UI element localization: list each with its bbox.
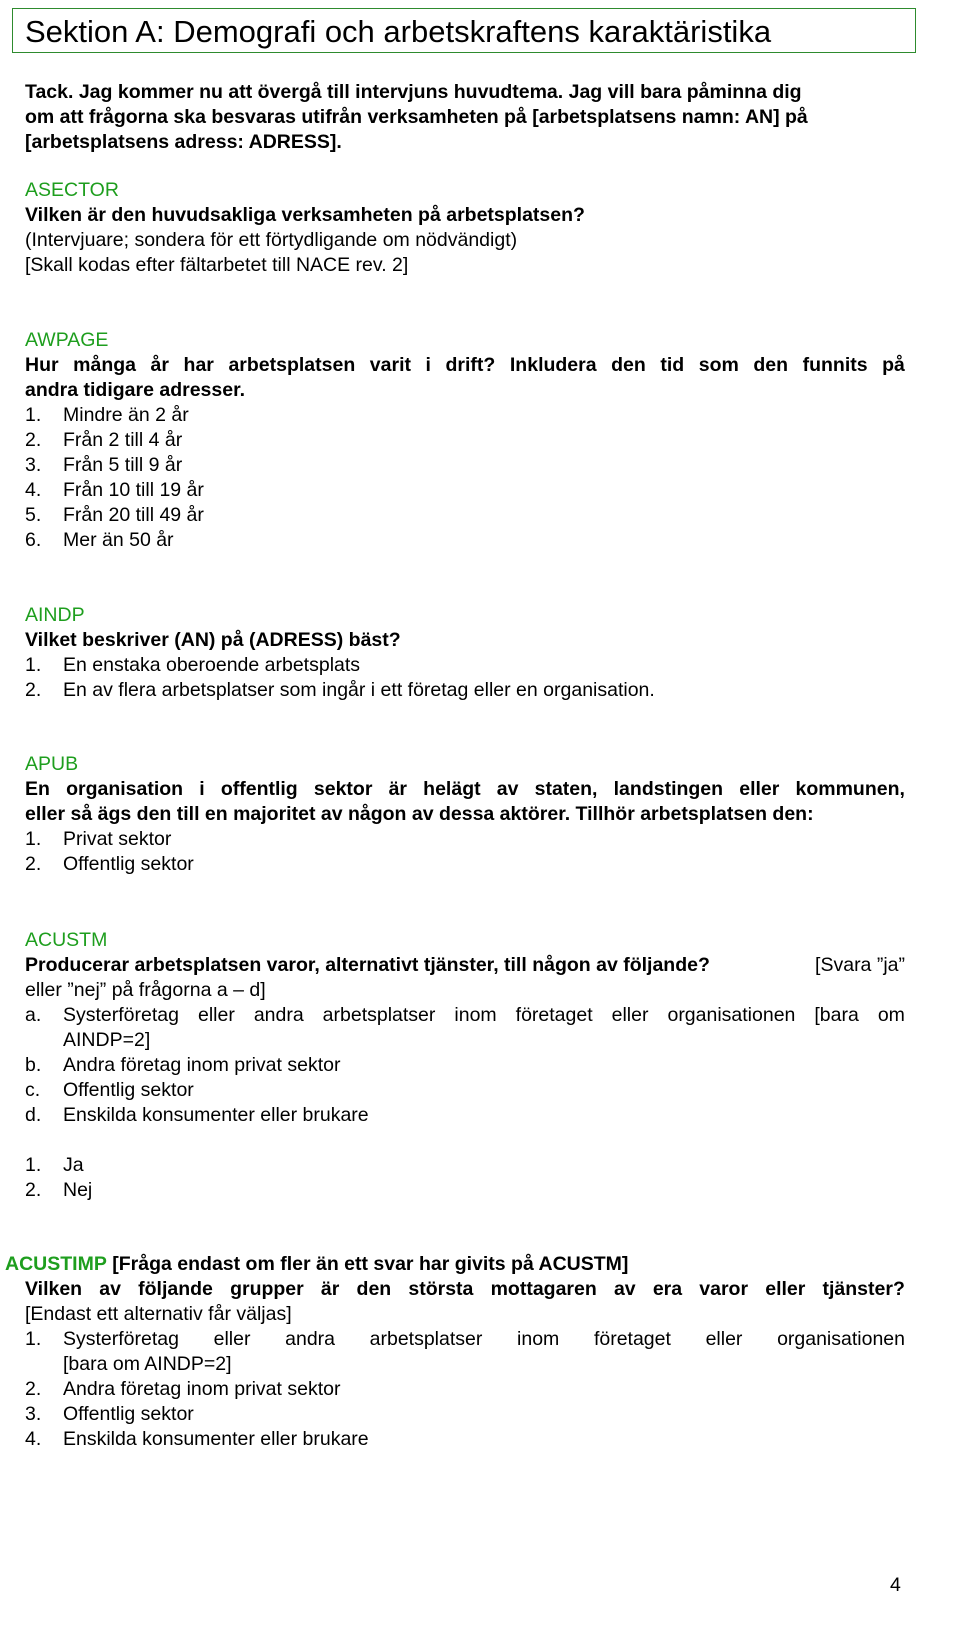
word: Vilken [25,1278,83,1300]
word: inom [517,1328,560,1350]
acustimp-condition: [Fråga endast om fler än ett svar har givits på ACUSTM] [112,1253,629,1275]
word: eller [197,1004,235,1026]
awpage-question-line-1 [25,353,905,378]
acustm-code: ACUSTM [25,929,108,951]
word: den [753,354,789,376]
awpage-option: 6. Mer än 50 år [25,529,174,551]
acustimp-option-1-text [63,1327,905,1352]
word: har [183,354,214,376]
apub-question [25,777,905,802]
word: företaget [593,1328,671,1350]
word: kommunen, [795,778,905,800]
awpage-option: 1. Mindre än 2 år [25,404,189,426]
word: många [73,354,136,376]
word: Systerföretag [63,1328,179,1350]
word: eller [611,1004,649,1026]
word: om [877,1004,905,1026]
word: Hur [25,354,59,376]
word: Systerföretag [63,1004,179,1026]
word: eller [739,778,780,800]
acustimp-code: ACUSTIMP [5,1253,107,1275]
section-title-box [12,8,916,53]
word: organisationen [777,1328,905,1350]
word: tid [660,354,685,376]
word: största [408,1278,474,1300]
awpage-option: 4. Från 10 till 19 år [25,479,204,501]
acustimp-question-justified [25,1277,905,1302]
word: andra [285,1328,335,1350]
apub-option: 1. Privat sektor [25,828,172,850]
word: företaget [515,1004,593,1026]
word: är [388,778,408,800]
word: år [150,354,169,376]
word: den [356,1278,392,1300]
acustm-question: Producerar arbetsplatsen varor, alternativt tjänster, till någon av följande? [25,954,710,976]
word: arbetsplatser [369,1328,483,1350]
word: av [496,778,519,800]
acustm-answer: 2. Nej [25,1179,93,1201]
word: mottagaren [490,1278,597,1300]
word: i [199,778,205,800]
word: i [425,354,431,376]
asector-note: (Intervjuare; sondera för ett förtydligande om nödvändigt) [25,229,518,251]
word: organisation [66,778,184,800]
asector-code: ASECTOR [25,179,119,201]
word: av [613,1278,636,1300]
word: landstingen [613,778,724,800]
word: arbetsplatsen [228,354,356,376]
word: som [698,354,739,376]
acustimp-question [25,1277,905,1302]
apub-code: APUB [25,753,79,775]
awpage-question-line-2: andra tidigare adresser. [25,379,246,401]
word: andra [253,1004,304,1026]
acustimp-option: 3. Offentlig sektor [25,1403,194,1425]
word: [bara [814,1004,859,1026]
word: varit [369,354,411,376]
word: är [320,1278,340,1300]
apub-question-line-1 [25,777,905,802]
intro-line-1: Tack. Jag kommer nu att övergå till intervjuns huvudtema. Jag vill bara påminna dig [25,81,802,103]
acustm-item: a. Systerföretag eller andra arbetsplatser inom företaget eller organisationen [bara om [25,1004,905,1026]
awpage-option: 3. Från 5 till 9 år [25,454,183,476]
acustimp-header [5,1252,628,1277]
acustimp-note: [Endast ett alternativ får väljas] [25,1303,292,1325]
acustimp-option-cont: [bara om AINDP=2] [63,1353,232,1375]
word: offentlig [220,778,298,800]
word: drift? [445,354,496,376]
awpage-option: 2. Från 2 till 4 år [25,429,183,451]
intro-line-2: om att frågorna ska besvaras utifrån verksamheten på [arbetsplatsens namn: AN] på [25,106,808,128]
word: eller [765,1278,806,1300]
aindp-option: 2. En av flera arbetsplatser som ingår i ett företag eller en organisation. [25,679,655,701]
word: era [652,1278,683,1300]
acustimp-option: 2. Andra företag inom privat sektor [25,1378,341,1400]
asector-coding-note: [Skall kodas efter fältarbetet till NACE rev. 2] [25,254,409,276]
word: arbetsplatser [322,1004,436,1026]
acustm-item-cont: AINDP=2] [63,1029,151,1051]
awpage-code: AWPAGE [25,329,109,351]
word: sektor [313,778,373,800]
word: organisationen [667,1004,796,1026]
word: på [882,354,905,376]
intro-line-3: [arbetsplatsens adress: ADRESS]. [25,131,342,153]
awpage-question [25,353,905,378]
aindp-question: Vilket beskriver (AN) på (ADRESS) bäst? [25,629,401,651]
word: funnits [802,354,868,376]
word: varor [699,1278,749,1300]
word: Inkludera [509,354,597,376]
word: eller [213,1328,251,1350]
acustimp-option: 1. Systerföretag eller andra arbetsplatser inom företaget eller organisationen [25,1328,905,1350]
acustm-answer: 1. Ja [25,1154,84,1176]
page-number: 4 [890,1574,901,1596]
word: följande [138,1278,213,1300]
aindp-code: AINDP [25,604,85,626]
apub-question-line-2: eller så ägs den till en majoritet av någon av dessa aktörer. Tillhör arbetsplatsen den: [25,803,814,825]
word: den [611,354,646,376]
word: tjänster? [822,1278,905,1300]
word: grupper [230,1278,304,1300]
acustm-question-row [25,953,905,978]
word: inom [454,1004,497,1026]
acustm-item: c. Offentlig sektor [25,1079,194,1101]
word: staten, [534,778,598,800]
word: av [99,1278,121,1300]
word: helägt [423,778,481,800]
word: eller [705,1328,743,1350]
acustm-instruction-cont: eller ”nej” på frågorna a – d] [25,979,266,1001]
acustm-item: b. Andra företag inom privat sektor [25,1054,341,1076]
section-title: Sektion A: Demografi och arbetskraftens karaktäristika [25,14,772,49]
asector-question: Vilken är den huvudsakliga verksamheten på arbetsplatsen? [25,204,585,226]
apub-option: 2. Offentlig sektor [25,853,194,875]
acustm-instruction: [Svara ”ja” [815,954,905,976]
acustimp-option: 4. Enskilda konsumenter eller brukare [25,1428,369,1450]
acustm-item-a-text [63,1003,905,1028]
word: En [25,778,50,800]
acustm-item: d. Enskilda konsumenter eller brukare [25,1104,369,1126]
awpage-option: 5. Från 20 till 49 år [25,504,204,526]
aindp-option: 1. En enstaka oberoende arbetsplats [25,654,361,676]
